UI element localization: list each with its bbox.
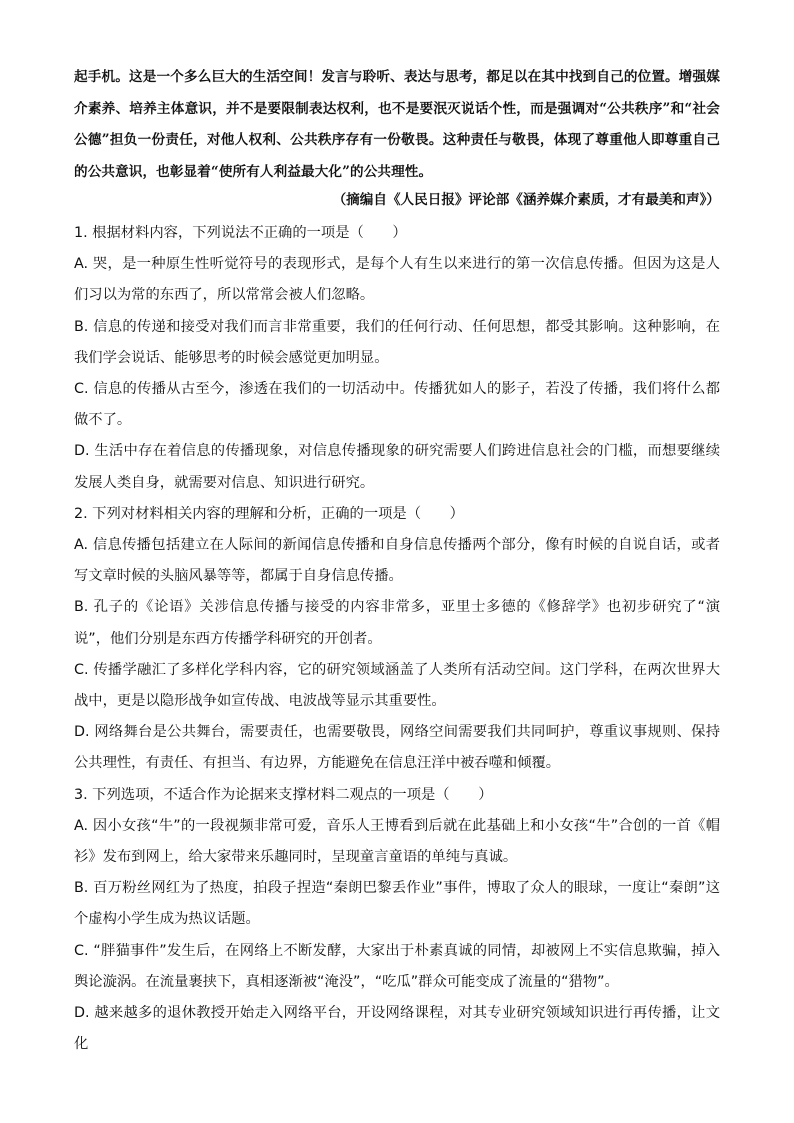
option-c: C. “胖猫事件”发生后，在网络上不断发酵，大家出于朴素真诚的同情，却被网上不实信息欺骗，掉入舆论漩涡。在流量裹挟下，真相逐渐被“淹没”，“吃瓜”群众可能变成了流量的“猎物”。 xyxy=(74,942,720,990)
question-stem: 1. 根据材料内容，下列说法不正确的一项是（ ） xyxy=(74,225,407,241)
option-d: D. 网络舞台是公共舞台，需要责任，也需要敬畏，网络空间需要我们共同呵护，尊重议事规则、保持公共理性，有责任、有担当、有边界，方能避免在信息汪洋中被吞噬和倾覆。 xyxy=(74,724,720,772)
question-1 xyxy=(74,218,720,499)
option-c: C. 信息的传播从古至今，渗透在我们的一切活动中。传播犹如人的影子，若没了传播，我们将什么都做不了。 xyxy=(74,381,720,429)
question-list xyxy=(74,218,720,1060)
passage-paragraph: 起手机。这是一个多么巨大的生活空间！发言与聆听、表达与思考，都足以在其中找到自己的位置。增强媒介素养、培养主体意识，并不是要限制表达权利，也不是要泯灭说话个性，而是强调对“公共秩序”和“社会公德”担负一份责任，对他人权利、公共秩序存有一份敬畏。这种责任与敬畏，体现了尊重他人即尊重自己的公共意识，也彰显着“使所有人利益最大化”的公共理性。 xyxy=(74,69,720,180)
option-a: A. 因小女孩“牛”的一段视频非常可爱，音乐人王博看到后就在此基础上和小女孩“牛”合创的一首《帽衫》发布到网上，给大家带来乐趣同时，呈现童言童语的单纯与真诚。 xyxy=(74,817,720,866)
option-c: C. 传播学融汇了多样化学科内容，它的研究领域涵盖了人类所有活动空间。这门学科，在两次世界大战中，更是以隐形战争如宣传战、电波战等显示其重要性。 xyxy=(74,661,720,710)
option-a: A. 哭，是一种原生性听觉符号的表现形式，是每个人有生以来进行的第一次信息传播。但因为这是人们习以为常的东西了，所以常常会被人们忽略。 xyxy=(74,256,720,304)
question-stem: 2. 下列对材料相关内容的理解和分析，正确的一项是（ ） xyxy=(74,505,464,522)
option-b: B. 信息的传递和接受对我们而言非常重要，我们的任何行动、任何思想，都受其影响。这种影响，在我们学会说话、能够思考的时候会感觉更加明显。 xyxy=(74,318,720,366)
option-a: A. 信息传播包括建立在人际间的新闻信息传播和自身信息传播两个部分，像有时候的自说自话，或者写文章时候的头脑风暴等等，都属于自身信息传播。 xyxy=(74,537,720,585)
passage-source: （摘编自《人民日报》评论部《涵养媒介素质，才有最美和声》） xyxy=(332,192,720,208)
option-b: B. 孔子的《论语》关涉信息传播与接受的内容非常多，亚里士多德的《修辞学》也初步研究了“演说”，他们分别是东西方传播学科研究的开创者。 xyxy=(74,599,720,647)
question-2 xyxy=(74,499,720,780)
option-b: B. 百万粉丝网红为了热度，拍段子捏造“秦朗巴黎丢作业”事件，博取了众人的眼球，一度让“秦朗”这个虚构小学生成为热议话题。 xyxy=(74,880,720,928)
option-d: D. 生活中存在着信息的传播现象，对信息传播现象的研究需要人们跨进信息社会的门槛，而想要继续发展人类自身，就需要对信息、知识进行研究。 xyxy=(74,443,720,491)
question-3 xyxy=(74,780,720,1061)
option-d: D. 越来越多的退休教授开始走入网络平台，开设网络课程，对其专业研究领域知识进行再传播，让文化 xyxy=(74,1005,720,1053)
question-stem: 3. 下列选项，不适合作为论据来支撑材料二观点的一项是（ ） xyxy=(74,786,493,803)
